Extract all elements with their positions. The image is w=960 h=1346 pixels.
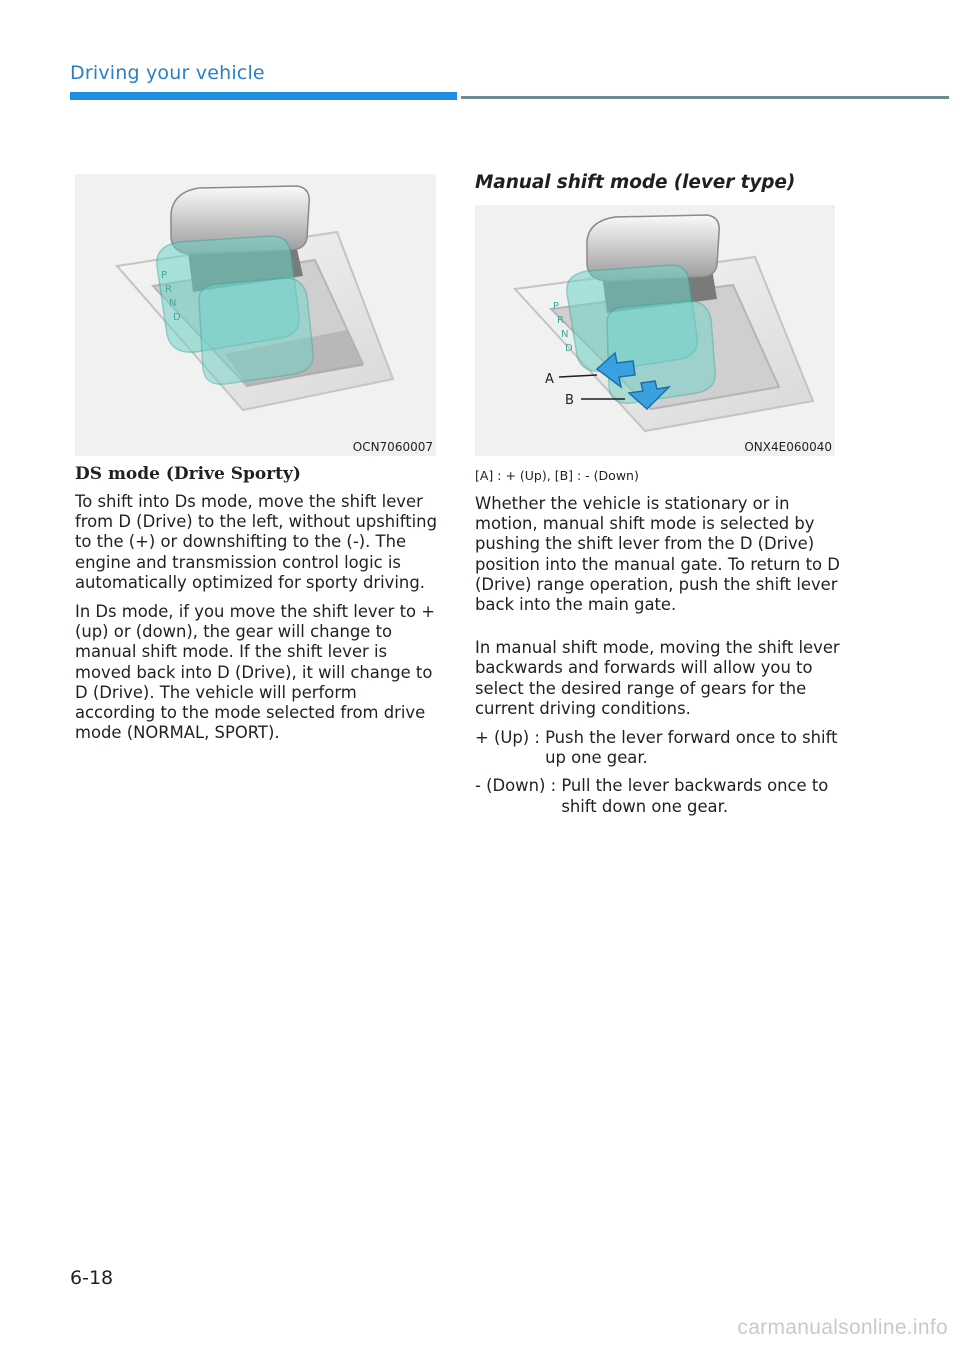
- section-title: Driving your vehicle: [70, 62, 265, 84]
- spacer: [475, 624, 840, 638]
- figure-code: ONX4E060040: [744, 440, 832, 454]
- page-number: 6-18: [70, 1267, 114, 1289]
- callout-line-a: [559, 375, 597, 377]
- ds-mode-heading: DS mode (Drive Sporty): [75, 464, 301, 484]
- figure-caption: [A] : + (Up), [B] : - (Down): [475, 468, 639, 483]
- gear-letter-p: P: [161, 270, 168, 281]
- list-desc: Pull the lever backwards once to shift down one gear.: [561, 776, 829, 816]
- manual-shift-section: [475, 172, 840, 193]
- gear-letter-d: D: [173, 312, 181, 323]
- list-term: + (Up) :: [475, 728, 546, 748]
- manual-shift-heading: Manual shift mode (lever type): [475, 172, 796, 193]
- shift-lever-illustration-ds: [75, 174, 436, 456]
- callout-label-a: A: [545, 372, 554, 387]
- list-desc: Push the lever forward once to shift up one gear.: [545, 728, 838, 768]
- manual-shift-paragraph-1: Whether the vehicle is stationary or in motion, manual shift mode is selected by pushing the shift lever from the D (Drive) position into the manual gate. To return to D (Drive) range operation, push the shift lever back into the main gate.: [475, 494, 840, 615]
- shift-lever-drawing: [75, 174, 436, 456]
- list-term: - (Down) :: [475, 776, 562, 796]
- callout-label-b: B: [565, 393, 574, 408]
- ds-mode-paragraph-2: In Ds mode, if you move the shift lever to + (up) or (down), the gear will change to manual shift mode. If the shift lever is moved back into D (Drive), it will change to D (Drive). The vehicle will perform according to the mode selected from drive mode (NORMAL, SPORT).: [75, 602, 436, 743]
- list-item-up: [475, 728, 840, 768]
- list-item-down: [475, 776, 840, 816]
- watermark: carmanualsonline.info: [737, 1316, 948, 1339]
- manual-shift-drawing: [475, 205, 835, 456]
- gear-letter-r: R: [165, 284, 172, 295]
- gear-letter-p: P: [553, 301, 560, 312]
- header-rule-blue: [70, 92, 457, 100]
- figure-code: OCN7060007: [352, 440, 433, 454]
- ds-mode-section: [75, 464, 437, 752]
- header-rule-grey: [461, 96, 949, 99]
- ds-mode-paragraph-1: To shift into Ds mode, move the shift lever from D (Drive) to the left, without upshifting to the (+) or downshifting to the (-). The engine and transmission control logic is automatically optimized for sporty driving.: [75, 492, 437, 592]
- manual-shift-body: [475, 468, 840, 825]
- manual-shift-paragraph-2: In manual shift mode, moving the shift lever backwards and forwards will allow you to select the desired range of gears for the current driving conditions.: [475, 638, 840, 718]
- gear-letter-n: N: [169, 298, 177, 309]
- gear-letter-d: D: [565, 343, 573, 354]
- shift-lever-illustration-manual: [475, 205, 835, 456]
- gear-letter-n: N: [561, 329, 569, 340]
- gear-letter-r: R: [557, 315, 564, 326]
